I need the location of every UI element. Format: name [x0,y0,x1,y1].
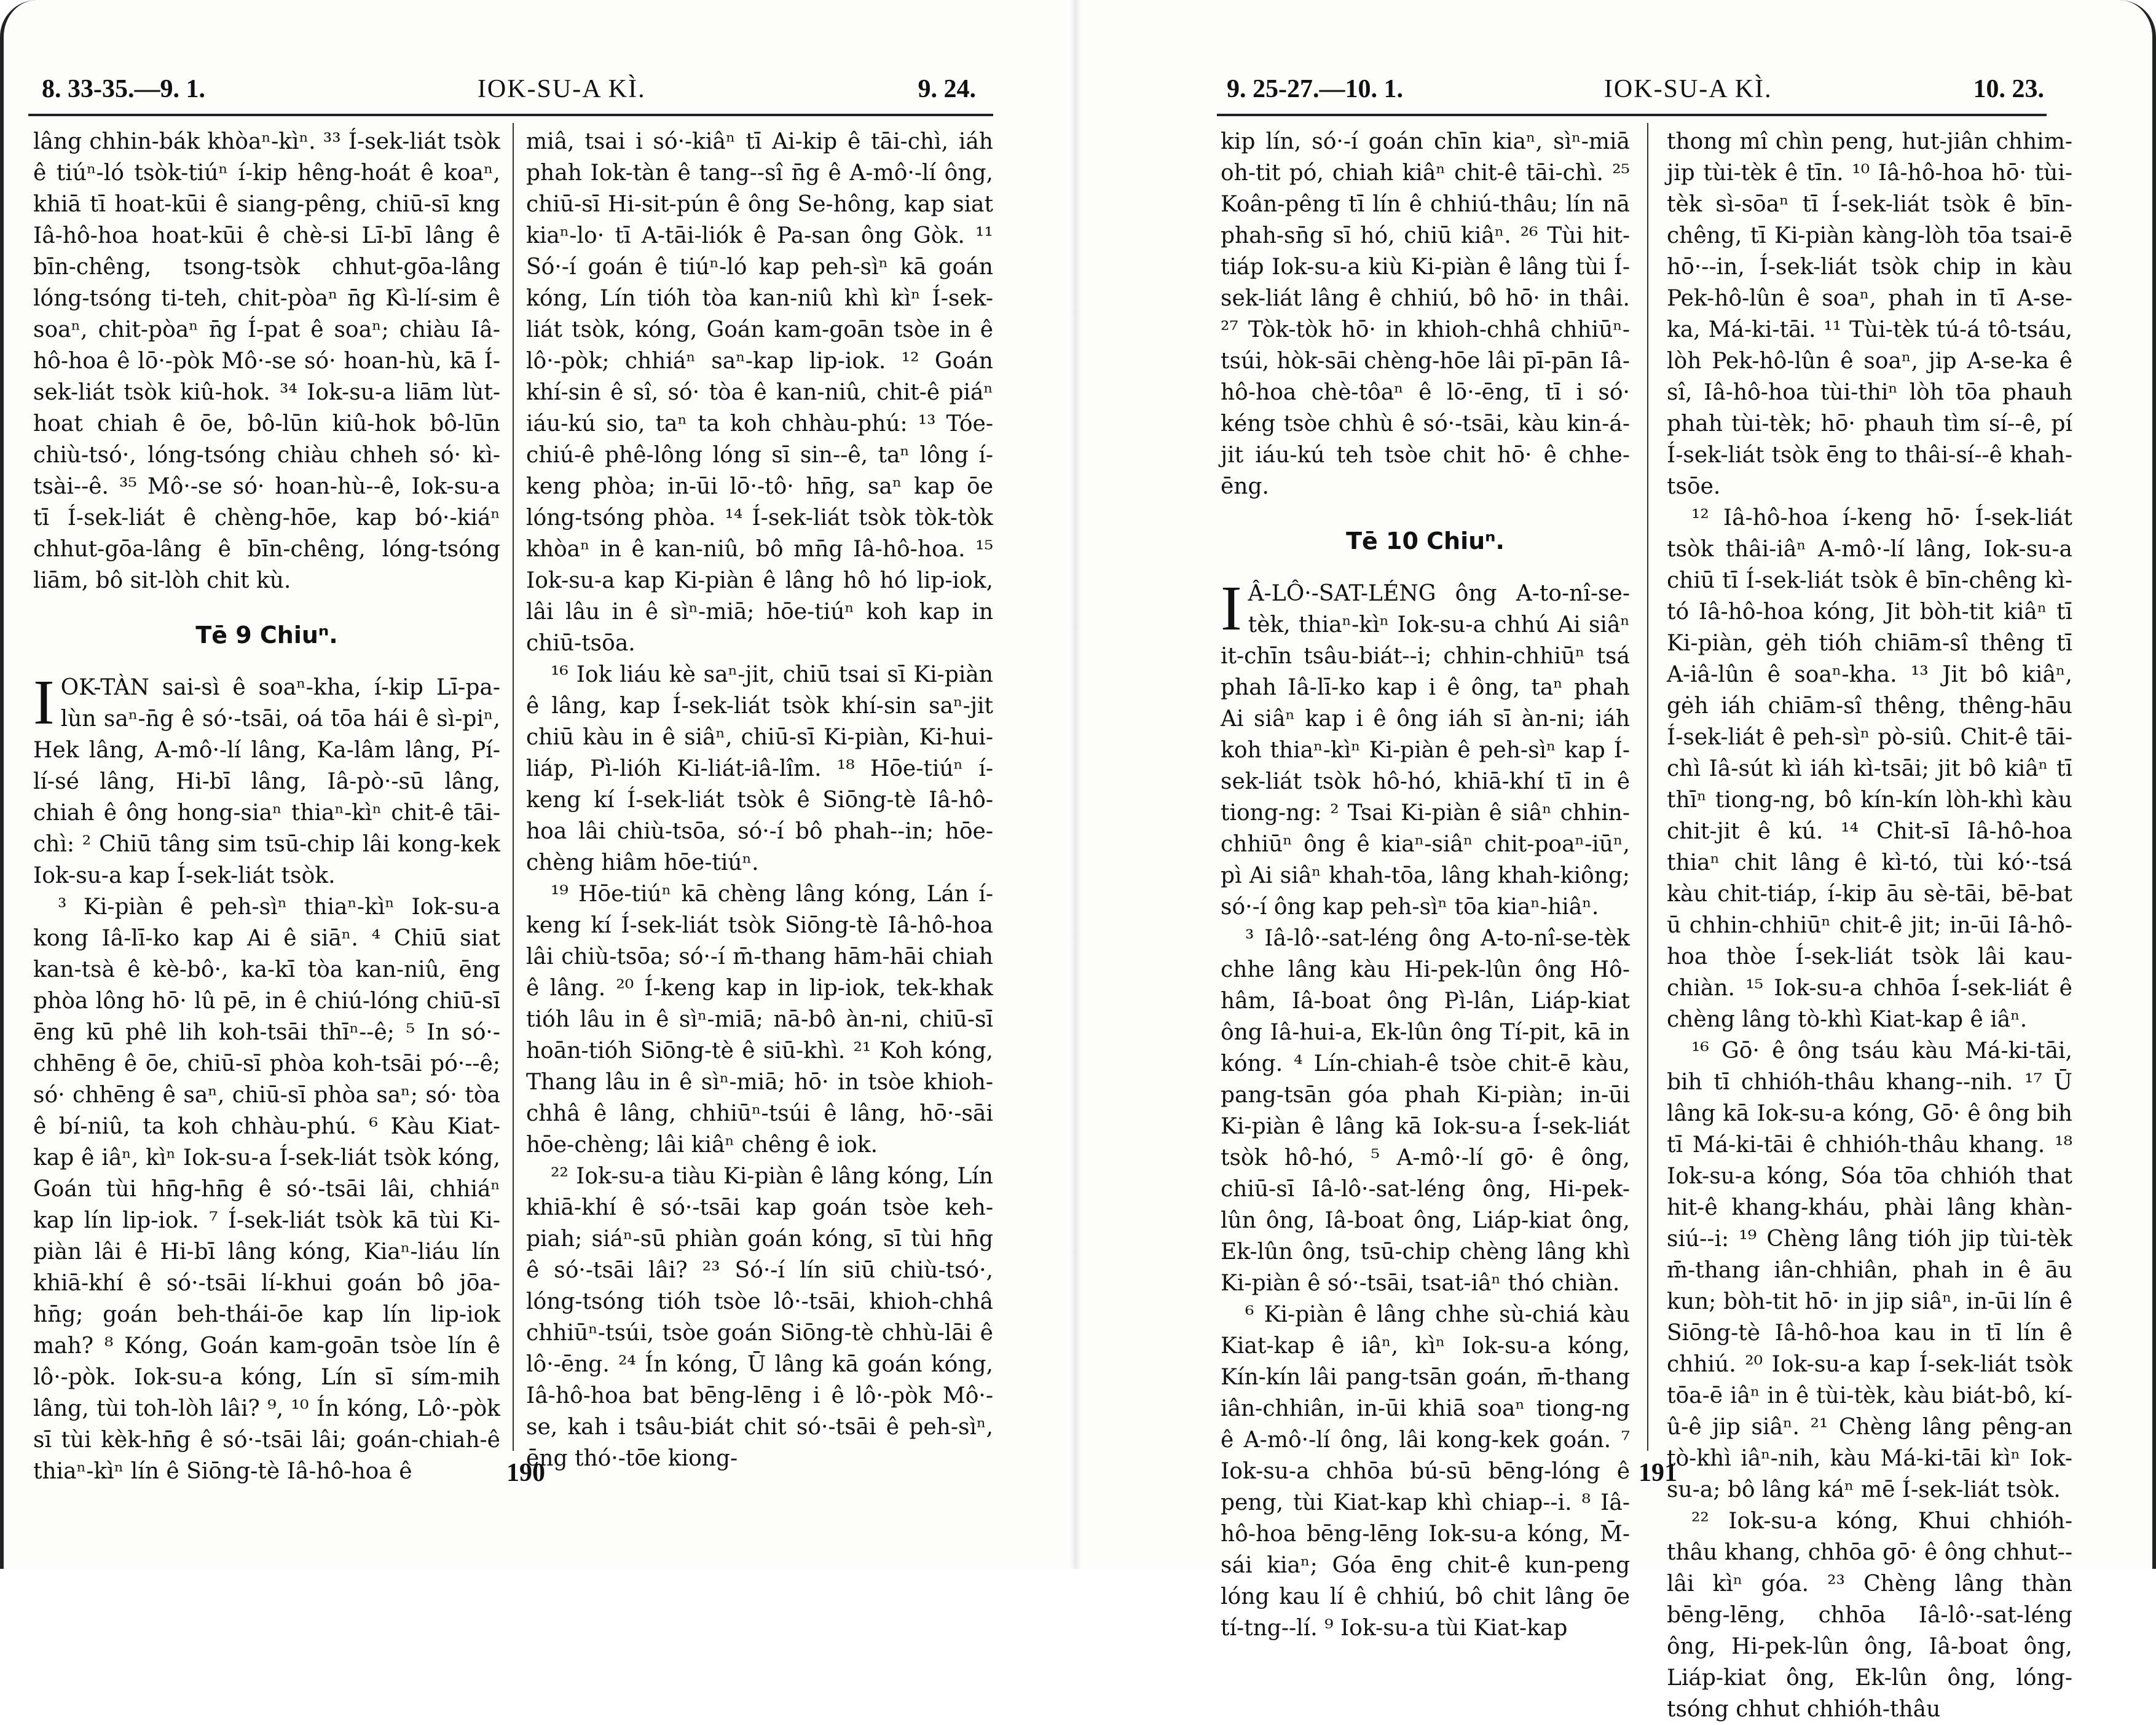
paragraph: ¹⁹ Hōe-tiúⁿ kā chèng lâng kóng, Lán í-keng kí Í-sek-liát tsòk Siōng-tè Iâ-hô-hoa lâi chiù-tsōa; só·-í m̄-thang hām-hāi chiah ê lâng. ²⁰ Í-keng kap in lip-iok, tek-khak tióh lâu in ê sìⁿ-miā; nā-bô àn-ni, chiū-sī hoān-tióh Siōng-tè ê siū-khì. ²¹ Koh kóng, Thang lâu in ê sìⁿ-miā; hō· in tsòe khioh-chhâ ê lâng, chhiūⁿ-tsúi ê lâng, hō·-sāi hōe-chèng; lâi kiâⁿ chêng ê iok. [526,882,993,1158]
left-column-2 [526,126,993,1471]
chapter-heading: Tē 10 Chiuⁿ. [1346,527,1505,555]
paragraph: ³ Ki-piàn ê peh-sìⁿ thiaⁿ-kìⁿ Iok-su-a kong Iâ-lī-ko kap Ai ê siāⁿ. ⁴ Chiū siat kan-tsà ê kè-bô·, ka-kī tòa kan-niû, ēng phòa lông hō· lû pē, in ê chiú-lóng chiū-sī ēng kū phê lih koh-tsāi thīⁿ--ê; ⁵ In só·-chhēng ê ōe, chiū-sī phòa koh-tsāi pó·--ê; só· chhēng ê saⁿ, chiū-sī phòa saⁿ; só· tòa ê bí-niû, ta koh chhàu-phú. ⁶ Kàu Kiat-kap ê iâⁿ, kìⁿ Iok-su-a Í-sek-liát tsòk kóng, Goán tùi hn̄g-hn̄g ê só·-tsāi lâi, chhiáⁿ kap lín lip-iok. ⁷ Í-sek-liát tsòk kā tùi Ki-piàn lâi ê Hi-bī lâng kóng, Kiaⁿ-liáu lín khiā-khí ê só·-tsāi lí-khui goán bô jōa-hn̄g; goán beh-thái-ōe kap lín lip-iok mah? ⁸ Kóng, Goán kam-goān tsòe lín ê lô·-pòk. Iok-su-a kóng, Lín sī sím-mih lâng, tùi toh-lòh lâi? ⁹, ¹⁰ Ín kóng, Lô·-pòk sī tùi kèk-hn̄g ê só·-tsāi lâi; goán-chiah-ê thiaⁿ-kìⁿ lín ê Siōng-tè Iâ-hô-hoa ê [33,894,500,1484]
paragraph: ¹⁶ Gō· ê ông tsáu kàu Má-ki-tāi, bih tī chhióh-thâu khang--nih. ¹⁷ Ū lâng kā Iok-su-a kóng, Gō· ê ông bih tī Má-ki-tāi ê chhióh-thâu khang. ¹⁸ Iok-su-a kóng, Sóa tōa chhióh that hit-ê khang-kháu, phài lâng khàn-siú--i: ¹⁹ Chèng lâng tióh jip tùi-tèk m̄-thang iân-chhiân, phah in ê āu kun; bòh-tit hō· in jip siâⁿ, in-ūi lín ê Siōng-tè Iâ-hô-hoa kau in tī lín ê chhiú. ²⁰ Iok-su-a kap Í-sek-liát tsòk tōa-ē iâⁿ in ê tùi-tèk, kàu biát-bô, kí-û-ê jip siâⁿ. ²¹ Chèng lâng pêng-an tò-khì iâⁿ-nih, kàu Má-ki-tāi kìⁿ Iok-su-a; bô lâng káⁿ mē Í-sek-liát tsòk. [1667,1038,2072,1502]
chapter-opening-text: Â-LÔ·-SAT-LÉNG ông A-to-nî-se-tèk, thiaⁿ-kìⁿ Iok-su-a chhú Ai siâⁿ it-chīn tsâu-biát--i; chhin-chhiūⁿ tsá phah Iâ-lī-ko kap i ê ông, taⁿ phah Ai siâⁿ kap i ê ông iáh sī àn-ni; iáh koh thiaⁿ-kìⁿ Ki-piàn ê peh-sìⁿ kap Í-sek-liát tsòk hô-hó, khiā-khí tī in ê tiong-ng: ² Tsai Ki-piàn ê siâⁿ chhin-chhiūⁿ ông ê kiaⁿ-siâⁿ chit-poaⁿ-iūⁿ, pì Ai siâⁿ khah-tōa, lâng khah-kiông; só·-í ông kap peh-sìⁿ tōa kiaⁿ-hiâⁿ. [1221,581,1630,920]
paragraph: ²² Iok-su-a kóng, Khui chhióh-thâu khang, chhōa gō· ê ông chhut--lâi kìⁿ góa. ²³ Chèng lâng thàn bēng-lēng, chhōa Iâ-lô·-sat-léng ông, Hi-pek-lûn ông, Iâ-boat ông, Liáp-kiat ông, Ek-lûn ông, lóng-tsóng chhut chhióh-thâu [1667,1509,2072,1722]
right-page-header [1227,68,2044,111]
paragraph: thong mî chìn peng, hut-jiân chhim-jip tùi-tèk ê tīn. ¹⁰ Iâ-hô-hoa hō· tùi-tèk sì-sōaⁿ tī Í-sek-liát tsòk ê bīn-chêng, tī Ki-piàn kàng-lòh tōa tsai-ē hō·--in, Í-sek-liát tsòk chip in kàu Pek-hô-lûn ê soaⁿ, phah in tī A-se-ka, Má-ki-tāi. ¹¹ Tùi-tèk tú-á tô-tsáu, lòh Pek-hô-lûn ê soaⁿ, jip A-se-ka ê sî, Iâ-hô-hoa tùi-thiⁿ lòh tōa phauh phah tùi-tèk; hō· phauh tìm sí--ê, pí Í-sek-liát tsòk ēng to thâi-sí--ê khah-tsōe. [1667,129,2072,499]
right-column-2 [1667,126,2072,1722]
paragraph: lâng chhin-bák khòaⁿ-kìⁿ. ³³ Í-sek-liát tsòk ê tiúⁿ-ló tsòk-tiúⁿ í-kip hêng-hoát ê koaⁿ, khiā tī hoat-kūi ê siang-pêng, chiū-sī kng Iâ-hô-hoa hoat-kūi ê chè-si Lī-bī lâng ê bīn-chêng, tsong-tsòk chhut-gōa-lâng lóng-tsóng ti-teh, chit-pòaⁿ n̄g Kì-lí-sim ê soaⁿ, chit-pòaⁿ n̄g Í-pat ê soaⁿ; chiàu Iâ-hô-hoa ê lō·-pòk Mô·-se só· hoan-hù, kā Í-sek-liát tsòk kiû-hok. ³⁴ Iok-su-a liām lùt-hoat chiah ê ōe, bô-lūn kiû-hok bô-lūn chiù-tsó·, lóng-tsóng chiàu chheh só· kì-tsài--ê. ³⁵ Mô·-se só· hoan-hù--ê, Iok-su-a tī Í-sek-liát ê chèng-hōe, kap bó·-kiáⁿ chhut-gōa-lâng ê bīn-chêng, lóng-tsóng liām, bô sit-lòh chit kù. [33,129,500,593]
paragraph: ³ Iâ-lô·-sat-léng ông A-to-nî-se-tèk chhe lâng kàu Hi-pek-lûn ông Hô-hâm, Iâ-boat ông Pì-lân, Liáp-kiat ông Iâ-hui-a, Ek-lûn ông Tí-pit, kā in kóng. ⁴ Lín-chiah-ê tsòe chit-ē kàu, pang-tsān góa phah Ki-piàn; in-ūi Ki-piàn ê lâng kā Iok-su-a Í-sek-liát tsòk hô-hó, ⁵ A-mô·-lí gō· ê ông, chiū-sī Iâ-lô·-sat-léng ông, Hi-pek-lûn ông, Iâ-boat ông, Liáp-kiat ông, Ek-lûn ông, tsū-chip chèng lâng khì Ki-piàn ê só·-tsāi, tsat-iâⁿ thó chiàn. [1221,926,1630,1296]
left-header-ref-end: 9. 24. [918,75,976,103]
paragraph: ²² Iok-su-a tiàu Ki-piàn ê lâng kóng, Lín khiā-khí ê só·-tsāi kap goán tsòe keh-piah; siáⁿ-sū phiàn goán kóng, sī tùi hn̄g ê só·-tsāi lâi? ²³ Só·-í lín siū chiù-tsó·, lóng-tsóng tióh tsòe lô·-tsāi, khioh-chhâ chhiūⁿ-tsúi, tsòe goán Siōng-tè chhù-lāi ê lô·-ēng. ²⁴ Ín kóng, Ū lâng kā goán kóng, Iâ-hô-hoa bat bēng-lēng i ê lô·-pòk Mô·-se, kah i tsâu-biát chit só·-tsāi ê peh-sìⁿ, ēng thó·-tōe kiong- [526,1164,993,1471]
chapter-opening-paragraph [1221,573,1630,923]
right-header-ref-end: 10. 23. [1973,75,2044,103]
paragraph: ¹² Iâ-hô-hoa í-keng hō· Í-sek-liát tsòk thâi-iâⁿ A-mô·-lí lâng, Iok-su-a chiū tī Í-sek-liát tsòk ê bīn-chêng kì-tó Iâ-hô-hoa kóng, Jit bòh-tit kiâⁿ tī Ki-piàn, gėh tióh chiām-sî thêng tī A-iâ-lûn ê soaⁿ-kha. ¹³ Jit bô kiâⁿ, gėh iáh chiām-sî thêng, thêng-hāu Í-sek-liát ê peh-sìⁿ pò-siû. Chit-ê tāi-chì Iâ-sút kì iáh kì-tsāi; jit bô kiâⁿ tī thīⁿ tiong-ng, bô kín-kín lòh-khì kàu chit-jit ê kú. ¹⁴ Chit-sī Iâ-hô-hoa thiaⁿ chit lâng ê kì-tó, tùi kó·-tsá kàu chit-tiáp, í-kip āu sè-tāi, bē-bat ū chhin-chhiūⁿ chit-ê jit; in-ūi Iâ-hô-hoa thòe Í-sek-liát tsòk lâi kau-chiàn. ¹⁵ Iok-su-a chhōa Í-sek-liát ê chèng lâng tò-khì Kiat-kap ê iâⁿ. [1667,505,2072,1032]
left-page [0,0,1069,1569]
left-column-1 [33,126,500,1484]
left-page-number: 190 [506,1459,545,1487]
left-column-separator [513,123,514,1451]
right-header-rule [1217,114,2047,116]
right-column-separator [1647,123,1648,1451]
chapter-opening-text: OK-TÀN sai-sì ê soaⁿ-kha, í-kip Lī-pa-lùn saⁿ-n̄g ê só·-tsāi, oá tōa hái ê sì-piⁿ, Hek lâng, A-mô·-lí lâng, Ka-lâm lâng, Pí-lí-sé lâng, Hi-bī lâng, Iâ-pò·-sū lâng, chiah ê ông hong-siaⁿ thiaⁿ-kìⁿ chit-ê tāi-chì: ² Chiū tâng sim tsū-chip lâi kong-kek Iok-su-a kap Í-sek-liát tsòk. [33,675,500,888]
left-header-ref-start: 8. 33-35.—9. 1. [42,75,205,103]
right-header-title: IOK-SU-A KÌ. [1603,75,1772,103]
left-page-header [42,68,976,111]
right-header-ref-start: 9. 25-27.—10. 1. [1227,75,1403,103]
drop-cap: I [33,667,55,738]
paragraph: kip lín, só·-í goán chīn kiaⁿ, sìⁿ-miā oh-tit pó, chiah kiâⁿ chit-ê tāi-chì. ²⁵ Koân-pêng tī lín ê chhiú-thâu; lín nā phah-sn̄g sī hó, chiū kiâⁿ. ²⁶ Tùi hit-tiáp Iok-su-a kiù Ki-piàn ê lâng tùi Í-sek-liát lâng ê chhiú, bô hō· in thâi. ²⁷ Tòk-tòk hō· in khioh-chhâ chhiūⁿ-tsúi, hòk-sāi chèng-hōe lâi pī-pān Iâ-hô-hoa chè-tôaⁿ ê lō·-ēng, tī i só· kéng tsòe chhù ê só·-tsāi, kàu kin-á-jit iáu-kú teh tsòe chit hō· ê chhe-ēng. [1221,129,1630,499]
chapter-heading: Tē 9 Chiuⁿ. [195,622,338,649]
left-header-rule [28,114,993,116]
paragraph: miâ, tsai i só·-kiâⁿ tī Ai-kip ê tāi-chì, iáh phah Iok-tàn ê tang--sî n̄g ê A-mô·-lí ông, chiū-sī Hi-sit-pún ê ông Se-hông, kap siat kiaⁿ-lo· tī A-tāi-liók ê Pa-san ông Gòk. ¹¹ Só·-í goán ê tiúⁿ-ló kap peh-sìⁿ kā goán kóng, Lín tióh tòa kan-niû khì kìⁿ Í-sek-liát tsòk, kóng, Goán kam-goān tsòe in ê lô·-pòk; chhiáⁿ saⁿ-kap lip-iok. ¹² Goán khí-sin ê sî, só· tòa ê kan-niû, chit-ê piáⁿ iáu-kú sio, taⁿ ta koh chhàu-phú: ¹³ Tóe-chiú-ê phê-lông lóng sī sin--ê, taⁿ lông í-keng phòa; in-ūi lō·-tô· hn̄g, saⁿ kap ōe lóng-tsóng phòa. ¹⁴ Í-sek-liát tsòk tòk-tòk khòaⁿ in ê kan-niû, bô mn̄g Iâ-hô-hoa. ¹⁵ Iok-su-a kap Ki-piàn ê lâng hô hó lip-iok, lâi lâu in ê sìⁿ-miā; hōe-tiúⁿ koh kap in chiū-tsōa. [526,129,993,656]
paragraph: ⁶ Ki-piàn ê lâng chhe sù-chiá kàu Kiat-kap ê iâⁿ, kìⁿ Iok-su-a kóng, Kín-kín lâi pang-tsān goán, m̄-thang iân-chhiân, in-ūi khiā soaⁿ tiong-ng ê A-mô·-lí ông, lâi kong-kek goán. ⁷ Iok-su-a chhōa bú-sū bēng-lóng ê peng, tùi Kiat-kap khì chiap--i. ⁸ Iâ-hô-hoa bēng-lēng Iok-su-a kóng, M̄-sái kiaⁿ; Góa ēng chit-ê kun-peng lóng kau lí ê chhiú, bô chit lâng ōe tí-tng--lí. ⁹ Iok-su-a tùi Kiat-kap [1221,1302,1630,1641]
book-gutter [1069,0,1082,1569]
right-page [1082,0,2156,1722]
right-page-number: 191 [1639,1459,1677,1487]
chapter-opening-paragraph [33,667,500,891]
paragraph: ¹⁶ Iok liáu kè saⁿ-jit, chiū tsai sī Ki-piàn ê lâng, kap Í-sek-liát tsòk khí-sin saⁿ-jit chiū kàu in ê siâⁿ, chiū-sī Ki-piàn, Ki-hui-liáp, Pì-lióh Ki-liát-iâ-lîm. ¹⁸ Hōe-tiúⁿ í-keng kí Í-sek-liát tsòk ê Siōng-tè Iâ-hô-hoa lâi chiù-tsōa, só·-í bô phah--in; hōe-chèng hiâm hōe-tiúⁿ. [526,662,993,875]
drop-cap: I [1221,573,1242,644]
left-header-title: IOK-SU-A KÌ. [477,75,646,103]
right-column-1 [1221,126,1630,1641]
